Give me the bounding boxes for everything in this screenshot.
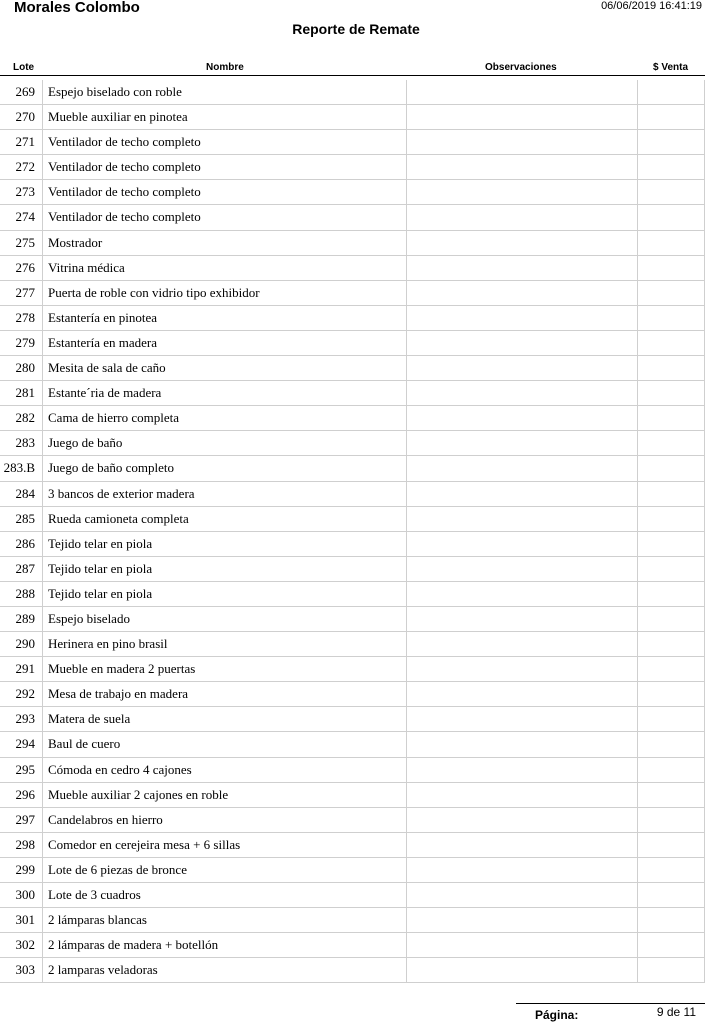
item-name: Ventilador de techo completo — [48, 134, 201, 150]
item-name: Tejido telar en piola — [48, 560, 153, 576]
cell-border — [637, 231, 638, 255]
cell-border — [42, 130, 43, 154]
table-row — [0, 858, 705, 883]
column-header-lote: Lote — [13, 62, 35, 73]
item-name: Mueble auxiliar 2 cajones en roble — [48, 786, 229, 802]
cell-border — [637, 507, 638, 531]
column-header-observaciones: Observaciones — [485, 62, 557, 73]
item-name: Candelabros en hierro — [48, 811, 163, 827]
cell-border — [406, 256, 407, 280]
cell-border — [637, 130, 638, 154]
cell-border — [637, 155, 638, 179]
cell-border — [42, 331, 43, 355]
cell-border — [42, 783, 43, 807]
table-row — [0, 331, 705, 356]
cell-border — [704, 707, 705, 731]
item-name: Estantería en pinotea — [48, 309, 158, 325]
cell-border — [704, 532, 705, 556]
cell-border — [704, 456, 705, 480]
cell-border — [42, 908, 43, 932]
cell-border — [42, 607, 43, 631]
cell-border — [42, 381, 43, 405]
cell-border — [42, 958, 43, 982]
cell-border — [406, 933, 407, 957]
cell-border — [406, 682, 407, 706]
cell-border — [42, 808, 43, 832]
cell-border — [704, 80, 705, 104]
item-name: Puerta de roble con vidrio tipo exhibidor — [48, 284, 260, 300]
lote-number: 283.B — [3, 460, 35, 476]
cell-border — [704, 908, 705, 932]
table-row — [0, 758, 705, 783]
cell-border — [637, 657, 638, 681]
table-row — [0, 532, 705, 557]
cell-border — [704, 958, 705, 982]
cell-border — [42, 582, 43, 606]
cell-border — [704, 758, 705, 782]
cell-border — [637, 431, 638, 455]
table-row — [0, 607, 705, 632]
cell-border — [42, 80, 43, 104]
item-name: Ventilador de techo completo — [48, 159, 201, 175]
lote-number: 276 — [15, 259, 35, 275]
cell-border — [406, 431, 407, 455]
item-name: Mesita de sala de caño — [48, 360, 166, 376]
company-name: Morales Colombo — [14, 0, 140, 16]
cell-border — [637, 732, 638, 756]
table-row — [0, 557, 705, 582]
cell-border — [704, 180, 705, 204]
cell-border — [704, 783, 705, 807]
table-row — [0, 130, 705, 155]
item-name: Cómoda en cedro 4 cajones — [48, 761, 192, 777]
cell-border — [406, 582, 407, 606]
item-name: Matera de suela — [48, 711, 131, 727]
report-title: Reporte de Remate — [292, 21, 420, 37]
cell-border — [637, 908, 638, 932]
cell-border — [406, 883, 407, 907]
cell-border — [42, 732, 43, 756]
table-row — [0, 155, 705, 180]
table-row — [0, 306, 705, 331]
lote-number: 291 — [15, 661, 35, 677]
cell-border — [42, 833, 43, 857]
lote-number: 297 — [15, 811, 35, 827]
item-name: Juego de baño — [48, 435, 123, 451]
table-row — [0, 80, 705, 105]
cell-border — [406, 632, 407, 656]
cell-border — [704, 205, 705, 229]
cell-border — [704, 331, 705, 355]
table-row — [0, 933, 705, 958]
table-row — [0, 958, 705, 983]
column-header-row — [0, 60, 712, 74]
cell-border — [42, 281, 43, 305]
page-label: Página: — [535, 1008, 579, 1022]
cell-border — [637, 306, 638, 330]
column-header-venta: $ Venta — [653, 62, 689, 73]
cell-border — [42, 933, 43, 957]
lote-number: 303 — [15, 962, 35, 978]
cell-border — [406, 532, 407, 556]
item-name: Lote de 6 piezas de bronce — [48, 861, 187, 877]
table-row — [0, 657, 705, 682]
item-name: Tejido telar en piola — [48, 535, 153, 551]
item-name: Mesa de trabajo en madera — [48, 686, 189, 702]
item-name: Herinera en pino brasil — [48, 636, 168, 652]
cell-border — [42, 482, 43, 506]
table-row — [0, 783, 705, 808]
lote-number: 280 — [15, 360, 35, 376]
cell-border — [704, 281, 705, 305]
cell-border — [637, 883, 638, 907]
lote-number: 279 — [15, 334, 35, 350]
column-header-nombre: Nombre — [206, 62, 244, 73]
cell-border — [406, 205, 407, 229]
cell-border — [637, 180, 638, 204]
cell-border — [406, 707, 407, 731]
cell-border — [42, 657, 43, 681]
cell-border — [42, 256, 43, 280]
cell-border — [42, 507, 43, 531]
cell-border — [406, 306, 407, 330]
lote-number: 292 — [15, 686, 35, 702]
lote-number: 285 — [15, 510, 35, 526]
lote-number: 289 — [15, 610, 35, 626]
lote-number: 298 — [15, 836, 35, 852]
lote-number: 282 — [15, 410, 35, 426]
cell-border — [704, 808, 705, 832]
cell-border — [704, 858, 705, 882]
table-row — [0, 482, 705, 507]
table-row — [0, 356, 705, 381]
cell-border — [704, 231, 705, 255]
table-row — [0, 707, 705, 732]
lote-number: 300 — [15, 887, 35, 902]
cell-border — [406, 507, 407, 531]
cell-border — [637, 682, 638, 706]
cell-border — [42, 406, 43, 430]
cell-border — [406, 732, 407, 756]
cell-border — [704, 130, 705, 154]
cell-border — [42, 532, 43, 556]
cell-border — [637, 808, 638, 832]
table-row — [0, 582, 705, 607]
item-name: Tejido telar en piola — [48, 585, 153, 601]
cell-border — [406, 607, 407, 631]
cell-border — [42, 632, 43, 656]
page-number: 9 de 11 — [656, 1005, 696, 1019]
cell-border — [637, 356, 638, 380]
cell-border — [637, 331, 638, 355]
cell-border — [704, 607, 705, 631]
item-name: Mostrador — [48, 234, 103, 250]
item-name: 2 lámparas de madera + botellón — [48, 937, 219, 953]
cell-border — [406, 281, 407, 305]
item-name: Vitrina médica — [48, 259, 125, 275]
table-row — [0, 406, 705, 431]
item-name: 2 lamparas veladoras — [48, 962, 158, 978]
lote-number: 274 — [15, 209, 35, 225]
footer-divider — [516, 1003, 705, 1004]
cell-border — [406, 331, 407, 355]
cell-border — [637, 858, 638, 882]
lote-number: 271 — [15, 134, 35, 150]
cell-border — [704, 632, 705, 656]
item-name: Mueble en madera 2 puertas — [48, 661, 196, 677]
cell-border — [42, 431, 43, 455]
cell-border — [42, 858, 43, 882]
cell-border — [637, 707, 638, 731]
cell-border — [406, 356, 407, 380]
cell-border — [42, 205, 43, 229]
lote-number: 284 — [15, 485, 35, 501]
cell-border — [637, 406, 638, 430]
table-row — [0, 456, 705, 481]
lote-number: 295 — [15, 761, 35, 777]
cell-border — [406, 808, 407, 832]
cell-border — [637, 958, 638, 982]
lote-number: 272 — [15, 159, 35, 175]
lote-number: 299 — [15, 861, 35, 877]
cell-border — [406, 231, 407, 255]
cell-border — [637, 532, 638, 556]
table-row — [0, 908, 705, 933]
cell-border — [406, 783, 407, 807]
lot-table — [0, 80, 705, 983]
item-name: 2 lámparas blancas — [48, 912, 147, 928]
table-row — [0, 833, 705, 858]
table-row — [0, 682, 705, 707]
item-name: Comedor en cerejeira mesa + 6 sillas — [48, 836, 241, 852]
item-name: Estante´ria de madera — [48, 385, 162, 401]
cell-border — [637, 281, 638, 305]
cell-border — [704, 381, 705, 405]
cell-border — [704, 883, 705, 907]
item-name: Ventilador de techo completo — [48, 209, 201, 225]
lote-number: 277 — [15, 284, 35, 300]
item-name: Cama de hierro completa — [48, 410, 180, 426]
cell-border — [637, 632, 638, 656]
item-name: Espejo biselado — [48, 610, 130, 626]
item-name: Estantería en madera — [48, 334, 157, 350]
cell-border — [704, 507, 705, 531]
cell-border — [637, 456, 638, 480]
cell-border — [704, 933, 705, 957]
cell-border — [42, 231, 43, 255]
table-row — [0, 431, 705, 456]
cell-border — [637, 381, 638, 405]
lote-number: 293 — [15, 711, 35, 727]
cell-border — [637, 783, 638, 807]
table-row — [0, 732, 705, 757]
header-divider — [0, 75, 705, 76]
lote-number: 273 — [15, 184, 35, 200]
cell-border — [406, 105, 407, 129]
cell-border — [406, 406, 407, 430]
cell-border — [704, 657, 705, 681]
lote-number: 269 — [15, 84, 35, 99]
lote-number: 287 — [15, 560, 35, 576]
table-row — [0, 256, 705, 281]
report-timestamp: 06/06/2019 16:41:19 — [601, 0, 702, 12]
cell-border — [42, 356, 43, 380]
table-row — [0, 883, 705, 908]
lote-number: 288 — [15, 585, 35, 601]
cell-border — [42, 155, 43, 179]
cell-border — [406, 858, 407, 882]
cell-border — [704, 105, 705, 129]
cell-border — [406, 908, 407, 932]
cell-border — [704, 732, 705, 756]
cell-border — [704, 155, 705, 179]
cell-border — [704, 582, 705, 606]
cell-border — [704, 306, 705, 330]
table-row — [0, 281, 705, 306]
table-row — [0, 205, 705, 230]
cell-border — [406, 456, 407, 480]
cell-border — [406, 80, 407, 104]
cell-border — [42, 456, 43, 480]
cell-border — [406, 657, 407, 681]
lote-number: 270 — [15, 109, 35, 125]
item-name: Lote de 3 cuadros — [48, 887, 141, 902]
cell-border — [704, 406, 705, 430]
cell-border — [42, 758, 43, 782]
cell-border — [406, 557, 407, 581]
cell-border — [704, 557, 705, 581]
cell-border — [704, 256, 705, 280]
cell-border — [704, 431, 705, 455]
item-name: Rueda camioneta completa — [48, 510, 189, 526]
cell-border — [637, 205, 638, 229]
item-name: Baul de cuero — [48, 736, 121, 752]
cell-border — [406, 130, 407, 154]
cell-border — [637, 482, 638, 506]
cell-border — [704, 356, 705, 380]
cell-border — [637, 833, 638, 857]
cell-border — [704, 682, 705, 706]
item-name: 3 bancos de exterior madera — [48, 485, 195, 501]
cell-border — [406, 155, 407, 179]
cell-border — [42, 105, 43, 129]
cell-border — [637, 256, 638, 280]
lote-number: 296 — [15, 786, 35, 802]
cell-border — [637, 582, 638, 606]
lote-number: 290 — [15, 636, 35, 652]
table-row — [0, 231, 705, 256]
cell-border — [406, 180, 407, 204]
table-row — [0, 507, 705, 532]
cell-border — [637, 758, 638, 782]
cell-border — [42, 306, 43, 330]
cell-border — [42, 707, 43, 731]
item-name: Espejo biselado con roble — [48, 84, 182, 99]
cell-border — [637, 105, 638, 129]
cell-border — [42, 557, 43, 581]
cell-border — [42, 180, 43, 204]
cell-border — [637, 80, 638, 104]
item-name: Ventilador de techo completo — [48, 184, 201, 200]
lote-number: 281 — [15, 385, 35, 401]
table-row — [0, 105, 705, 130]
cell-border — [42, 682, 43, 706]
cell-border — [637, 933, 638, 957]
item-name: Mueble auxiliar en pinotea — [48, 109, 188, 125]
lote-number: 275 — [15, 234, 35, 250]
lote-number: 302 — [15, 937, 35, 953]
lote-number: 278 — [15, 309, 35, 325]
lote-number: 283 — [15, 435, 35, 451]
cell-border — [704, 482, 705, 506]
table-row — [0, 381, 705, 406]
table-row — [0, 808, 705, 833]
cell-border — [406, 958, 407, 982]
cell-border — [406, 482, 407, 506]
table-row — [0, 180, 705, 205]
cell-border — [637, 607, 638, 631]
cell-border — [406, 381, 407, 405]
item-name: Juego de baño completo — [48, 460, 174, 476]
lote-number: 301 — [15, 912, 35, 928]
cell-border — [406, 758, 407, 782]
cell-border — [637, 557, 638, 581]
table-row — [0, 632, 705, 657]
lote-number: 294 — [15, 736, 35, 752]
lote-number: 286 — [15, 535, 35, 551]
cell-border — [42, 883, 43, 907]
cell-border — [704, 833, 705, 857]
cell-border — [406, 833, 407, 857]
